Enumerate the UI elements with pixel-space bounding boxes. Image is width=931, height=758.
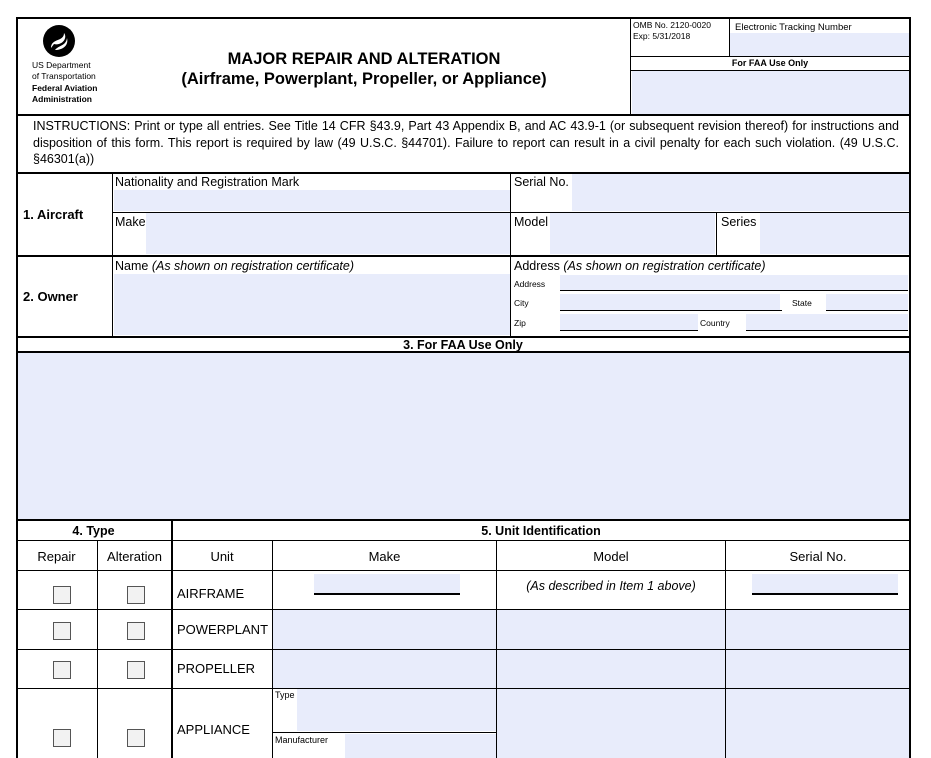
owner-address-heading [514,259,766,273]
type-section-title: 4. Type [72,524,115,538]
owner-state-field[interactable] [826,294,908,310]
owner-city-field[interactable] [560,294,780,310]
faa-use-only-field[interactable] [17,353,910,520]
aircraft-make-field[interactable] [146,213,510,254]
country-field-label: Country [700,318,730,328]
faa-section-title: 3. For FAA Use Only [403,338,523,352]
tracking-number-label: Electronic Tracking Number [735,22,852,33]
propeller-row-line [16,688,910,689]
make-label: Make [115,215,146,229]
airframe-make-field[interactable] [314,574,460,594]
propeller-model-field[interactable] [497,650,725,688]
section-title-line [16,540,910,541]
country-underline [746,330,908,331]
airframe-serial-underline [752,593,898,595]
airframe-repair-checkbox[interactable] [53,586,71,604]
state-underline [826,310,908,311]
state-field-label: State [792,298,812,308]
instructions-text: INSTRUCTIONS: Print or type all entries. See Title 14 CFR §43.9, Part 43 Appendix B, and AC 43.9-1 (or subsequent revision thereof) for instructions and disposition of this form. This report is required by law (49 U.S.C. §44701). Failure to report can result in a civil penalty for each such violation. (49 U.S.C. §46301(a)) [33,119,899,166]
propeller-alteration-checkbox[interactable] [127,661,145,679]
aircraft-row-line [112,212,910,213]
department-line-1: US Department [32,60,91,70]
airframe-make-underline [314,593,460,595]
airframe-alteration-checkbox[interactable] [127,586,145,604]
form-top-border [16,17,911,19]
appliance-type-label: Type [275,690,295,700]
owner-name-label [115,259,354,273]
appliance-serial-field[interactable] [726,689,910,758]
appliance-unit-label: APPLIANCE [177,722,250,737]
airframe-serial-field[interactable] [752,574,898,594]
omb-number: OMB No. 2120-0020 [633,20,711,30]
form-subtitle: (Airframe, Powerplant, Propeller, or Appliance) [181,70,547,88]
aircraft-serial-field[interactable] [572,174,910,211]
zip-underline [560,330,698,331]
address-heading-text: Address [514,259,560,273]
appliance-manufacturer-field[interactable] [345,734,496,758]
address-underline [560,290,908,291]
aircraft-series-field[interactable] [760,213,910,254]
address-heading-note: (As shown on registration certificate) [563,259,766,273]
powerplant-unit-label: POWERPLANT [177,622,269,637]
form-left-border [16,17,18,758]
aircraft-bottom-line [16,255,911,257]
powerplant-model-field[interactable] [497,610,725,649]
nationality-label: Nationality and Registration Mark [115,175,300,189]
registration-mark-field[interactable] [114,190,510,211]
owner-section-label: 2. Owner [23,289,78,304]
model-label: Model [514,215,549,229]
column-header-line [16,570,910,571]
propeller-serial-field[interactable] [726,650,910,688]
owner-name-label-text: Name [115,259,149,273]
instructions-bottom-line [16,172,911,174]
tracking-number-field[interactable] [730,33,910,56]
header-bottom-line [16,114,911,116]
agency-line-2: Administration [32,94,92,104]
appliance-manufacturer-label: Manufacturer [275,735,329,745]
airframe-unit-label: AIRFRAME [177,586,245,601]
powerplant-make-field[interactable] [273,610,496,649]
appliance-alteration-checkbox[interactable] [127,729,145,747]
serial-no-label: Serial No. [514,175,569,189]
powerplant-repair-checkbox[interactable] [53,622,71,640]
appliance-repair-checkbox[interactable] [53,729,71,747]
serial-column-header: Serial No. [789,549,847,564]
unit-column-header: Unit [210,549,234,564]
propeller-unit-label: PROPELLER [177,661,256,676]
propeller-repair-checkbox[interactable] [53,661,71,679]
zip-field-label: Zip [514,318,526,328]
owner-name-field[interactable] [114,274,510,335]
model-series-divider [716,212,717,256]
expiration-date: Exp: 5/31/2018 [633,31,691,41]
appliance-model-field[interactable] [497,689,725,758]
address-field-label: Address [514,279,546,289]
city-field-label: City [514,298,529,308]
powerplant-row-line [16,649,910,650]
form-right-border [909,17,911,758]
alteration-column-header: Alteration [107,549,162,564]
form-title: MAJOR REPAIR AND ALTERATION [227,50,501,68]
appliance-split-line [272,732,496,733]
department-line-2: of Transportation [32,71,96,81]
powerplant-alteration-checkbox[interactable] [127,622,145,640]
model-column-header: Model [593,549,629,564]
series-label: Series [721,215,757,229]
owner-zip-field[interactable] [560,314,698,330]
city-underline [560,310,782,311]
powerplant-serial-field[interactable] [726,610,910,649]
airframe-model-note: (As described in Item 1 above) [526,579,696,593]
owner-country-field[interactable] [746,314,908,330]
make-column-header: Make [368,549,401,564]
aircraft-section-label: 1. Aircraft [23,207,84,222]
owner-address-field[interactable] [560,275,908,290]
unit-section-title: 5. Unit Identification [481,524,601,538]
repair-column-header: Repair [37,549,76,564]
agency-line-1: Federal Aviation [32,83,98,93]
faa-area-bottom-line [16,519,911,521]
airframe-row-line [16,609,910,610]
aircraft-model-field[interactable] [550,213,715,254]
faa-use-only-label: For FAA Use Only [731,58,809,68]
owner-name-note: (As shown on registration certificate) [151,259,354,273]
omb-divider [729,17,730,57]
appliance-type-field[interactable] [297,689,496,731]
propeller-make-field[interactable] [273,650,496,688]
